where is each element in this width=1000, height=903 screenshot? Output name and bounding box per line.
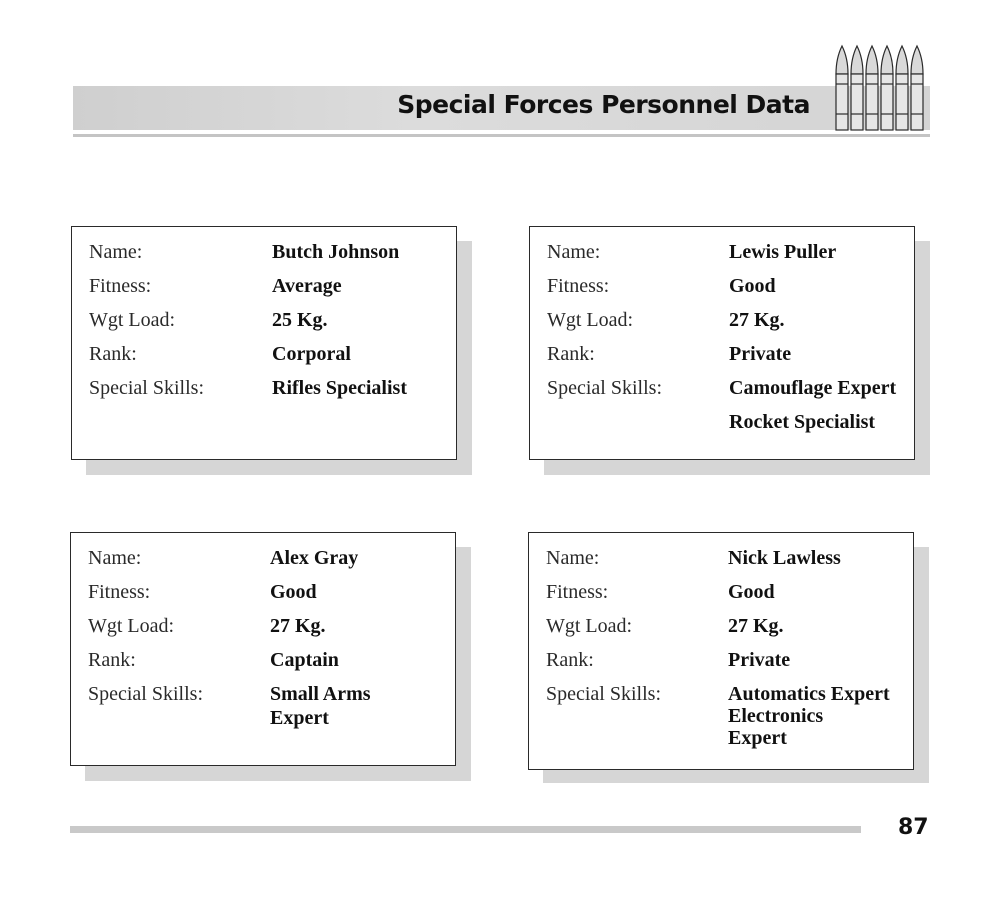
bullet-tip [881,46,893,74]
bullet-casing [911,74,923,130]
rank-label: Rank: [88,649,136,671]
rank-value: Private [729,343,792,365]
name-value: Alex Gray [270,547,359,569]
bullet-casing [851,74,863,130]
footer-rule [70,826,861,833]
bullet-casing [866,74,878,130]
wgt-load-label: Wgt Load: [546,615,633,637]
rank-value: Private [728,649,791,671]
header-rule [73,134,930,137]
wgt-load-value: 25 Kg. [272,309,328,331]
special-skill-value: Automatics Expert [728,683,890,705]
fitness-label: Fitness: [88,581,151,603]
personnel-card-butch-johnson [71,226,457,460]
wgt-load-label: Wgt Load: [547,309,634,331]
special-skills-label: Special Skills: [89,377,204,399]
name-label: Name: [546,547,600,569]
name-label: Name: [89,241,143,263]
bullet-tip [911,46,923,74]
fitness-label: Fitness: [89,275,152,297]
fitness-value: Good [270,581,317,603]
rank-value: Corporal [272,343,351,365]
bullet-casing [881,74,893,130]
wgt-load-label: Wgt Load: [88,615,175,637]
special-skills-label: Special Skills: [88,683,203,705]
fitness-label: Fitness: [546,581,609,603]
wgt-load-label: Wgt Load: [89,309,176,331]
special-skill-value: Expert [270,707,329,729]
rank-label: Rank: [89,343,137,365]
special-skills-label: Special Skills: [547,377,662,399]
bullet-tip [896,46,908,74]
wgt-load-value: 27 Kg. [729,309,785,331]
bullet-casing [896,74,908,130]
bullet-casing [836,74,848,130]
wgt-load-value: 27 Kg. [270,615,326,637]
fitness-value: Good [728,581,775,603]
rank-value: Captain [270,649,339,671]
special-skill-value: Rocket Specialist [729,411,876,433]
fitness-value: Good [729,275,776,297]
personnel-card-alex-gray [70,532,456,766]
special-skill-value: Rifles Specialist [272,377,407,399]
bullet-tip [866,46,878,74]
name-label: Name: [88,547,142,569]
special-skills-label: Special Skills: [546,683,661,705]
special-skill-value: Expert [728,727,787,749]
special-skill-value: Camouflage Expert [729,377,897,399]
bullets-icon [832,44,928,134]
page-number: 87 [898,815,929,840]
bullet-tip [836,46,848,74]
rank-label: Rank: [547,343,595,365]
special-skill-value: Small Arms [270,683,371,705]
special-skill-value: Electronics [728,705,824,727]
bullet-tip [851,46,863,74]
name-label: Name: [547,241,601,263]
personnel-card-nick-lawless [528,532,914,770]
fitness-label: Fitness: [547,275,610,297]
personnel-card-lewis-puller [529,226,915,460]
name-value: Butch Johnson [272,241,400,263]
rank-label: Rank: [546,649,594,671]
page-title: Special Forces Personnel Data [397,90,810,119]
fitness-value: Average [272,275,342,297]
name-value: Nick Lawless [728,547,841,569]
name-value: Lewis Puller [729,241,837,263]
wgt-load-value: 27 Kg. [728,615,784,637]
